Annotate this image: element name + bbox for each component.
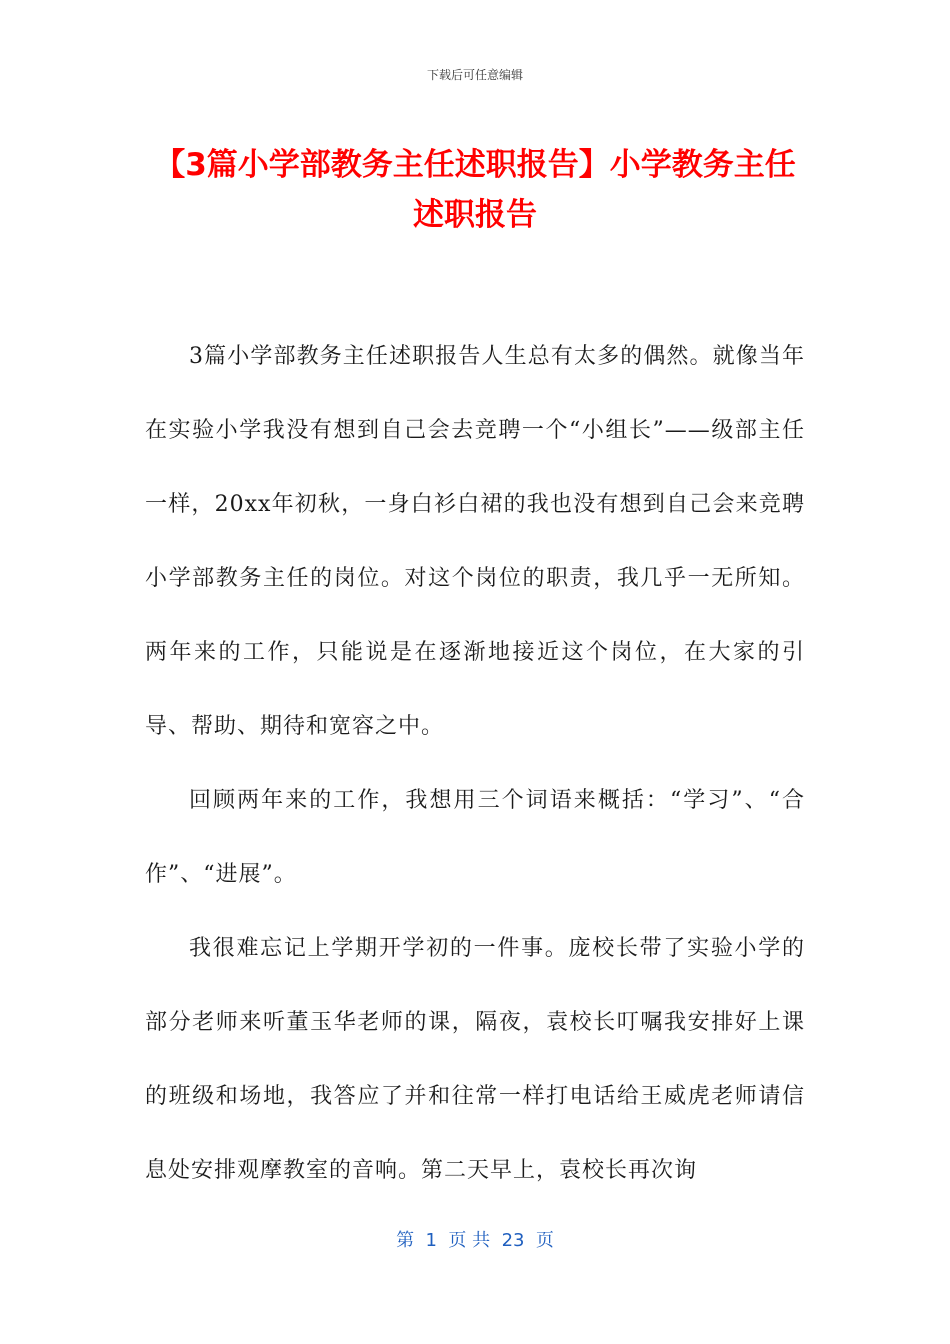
body-paragraph: 3篇小学部教务主任述职报告人生总有太多的偶然。就像当年在实验小学我没有想到自己会去竞聘一个“小组长”——级部主任一样，20xx年初秋，一身白衫白裙的我也没有想到自己会来竞聘小学部教务主任的岗位。对这个岗位的职责，我几乎一无所知。两年来的工作，只能说是在逐渐地接近这个岗位，在大家的引导、帮助、期待和宽容之中。 bbox=[145, 344, 805, 739]
document-body bbox=[145, 320, 805, 1208]
page-number-footer: 第 1 页 共 23 页 bbox=[396, 1230, 554, 1251]
body-paragraph: 我很难忘记上学期开学初的一件事。庞校长带了实验小学的部分老师来听董玉华老师的课，隔夜，袁校长叮嘱我安排好上课的班级和场地，我答应了并和往常一样打电话给王威虎老师请信息处安排观摩教室的音响。第二天早上，袁校长再次询 bbox=[145, 936, 805, 1183]
page-header-note: 下载后可任意编辑 bbox=[426, 68, 523, 82]
document-title: 【3篇小学部教务主任述职报告】小学教务主任述职报告 bbox=[154, 147, 796, 233]
body-paragraph: 回顾两年来的工作，我想用三个词语来概括：“学习”、“合作”、“进展”。 bbox=[145, 788, 805, 887]
